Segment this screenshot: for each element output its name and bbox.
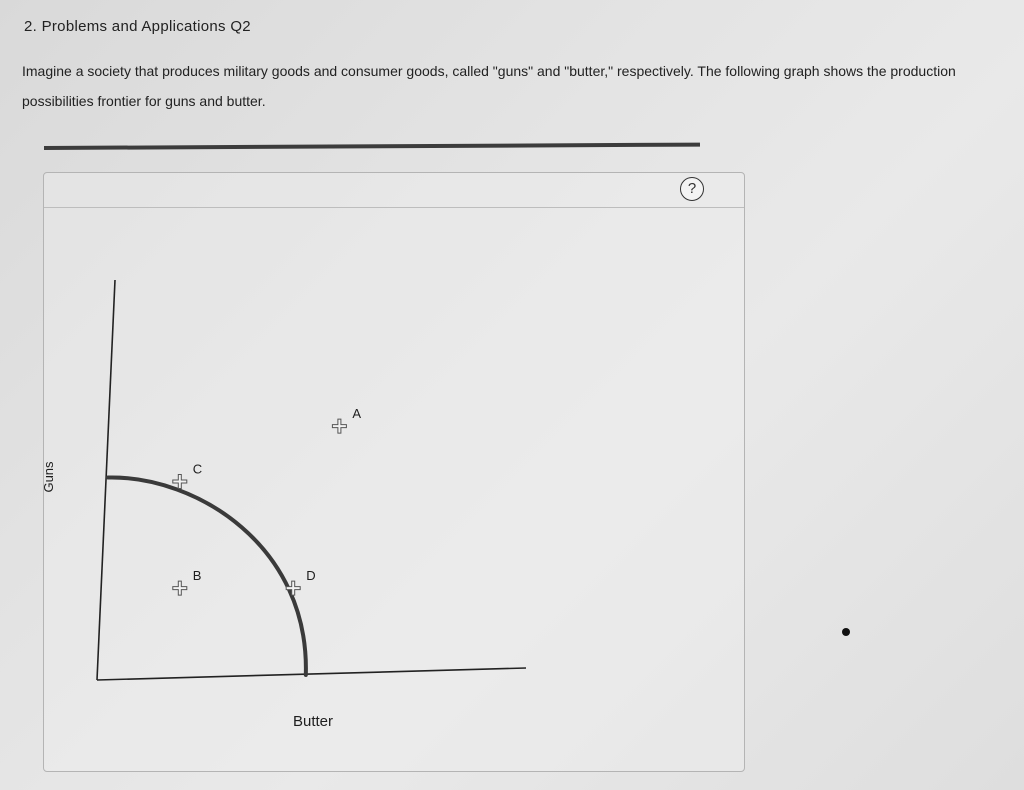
point-marker-c (173, 474, 187, 488)
point-label-a: A (352, 406, 362, 422)
x-axis-label: Butter (292, 713, 334, 730)
point-label-b: B (192, 568, 202, 584)
axis-labels-layer (41, 461, 333, 730)
point-marker-d (286, 581, 300, 595)
question-intro: Imagine a society that produces military goods and consumer goods, called "guns" and "butter," respectively. The following graph shows the production possibilities frontier for guns and butter. (22, 63, 956, 109)
frontier-layer (108, 477, 306, 675)
point-b (173, 568, 202, 595)
point-c (173, 461, 202, 488)
x-axis (97, 668, 526, 680)
page-title: 2. Problems and Applications Q2 (24, 18, 251, 35)
point-a (332, 406, 361, 433)
point-label-d: D (306, 568, 316, 584)
chart-axes (97, 280, 526, 680)
point-label-c: C (192, 461, 203, 477)
stray-dot (842, 628, 850, 636)
y-axis (97, 280, 115, 680)
y-axis-label: Guns (41, 461, 56, 493)
ppf-curve (108, 477, 306, 675)
help-icon[interactable]: ? (680, 177, 704, 201)
point-marker-b (173, 581, 187, 595)
point-marker-a (332, 419, 346, 433)
